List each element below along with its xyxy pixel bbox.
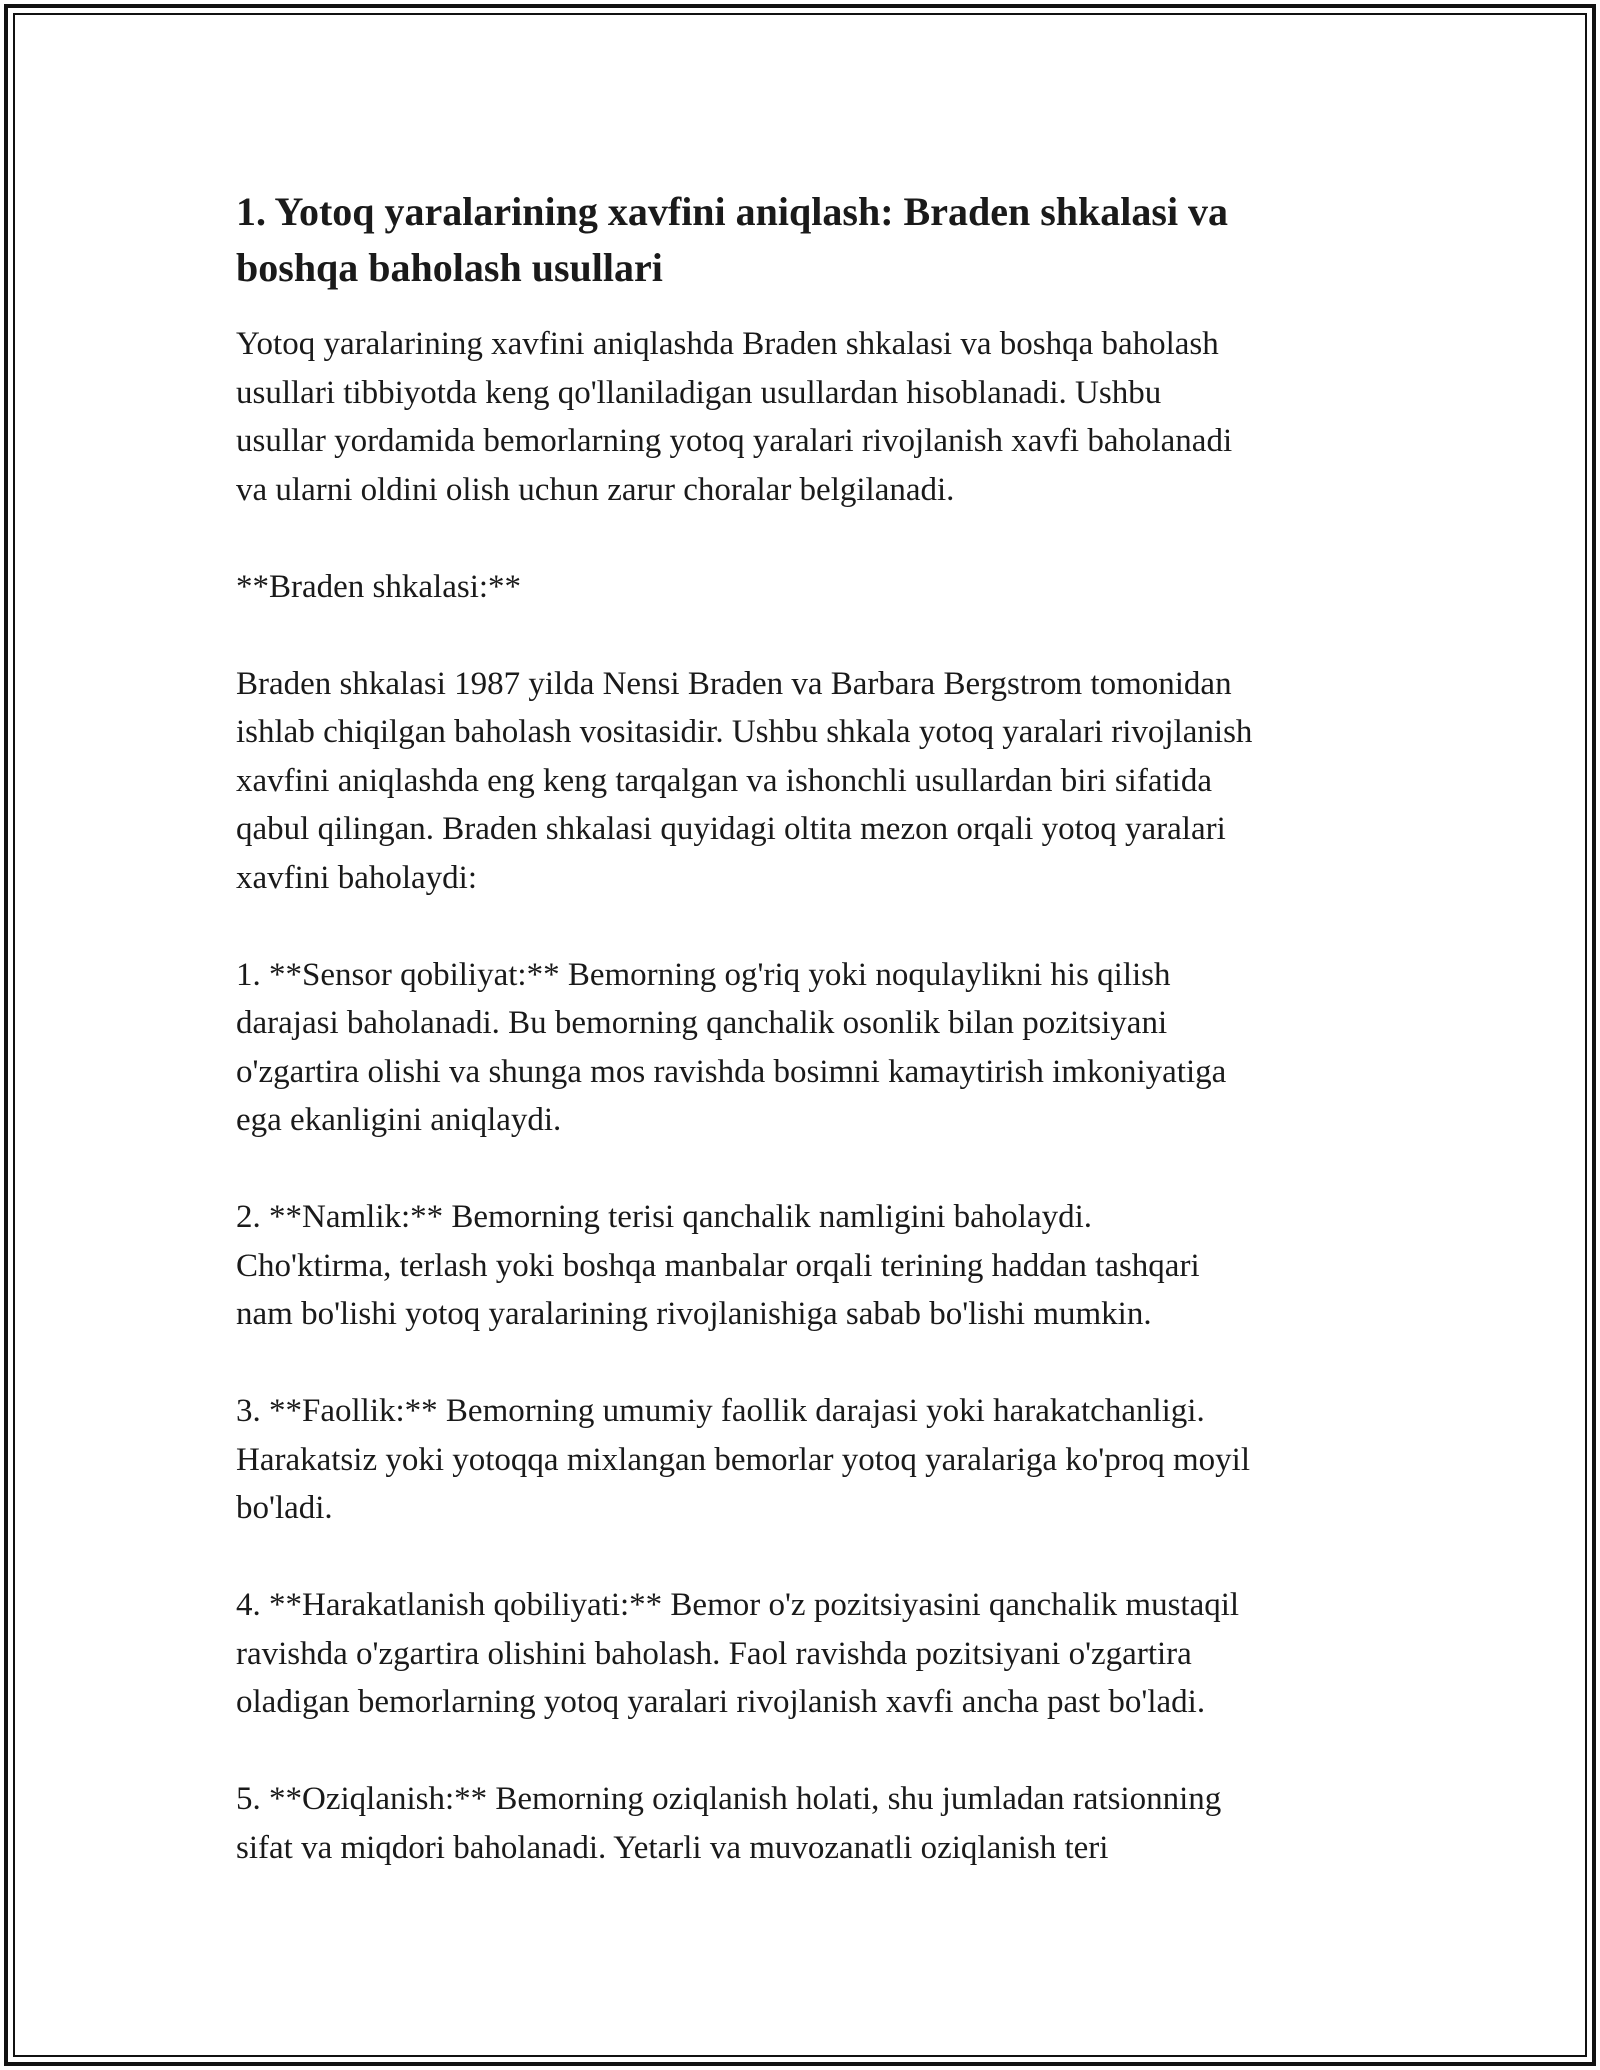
text-line: nam bo'lishi yotoq yaralarining rivojlanishiga sabab bo'lishi mumkin. — [236, 1296, 1152, 1332]
text-line: sifat va miqdori baholanadi. Yetarli va muvozanatli oziqlanish teri — [236, 1829, 1109, 1866]
text-line: Cho'ktirma, terlash yoki boshqa manbalar orqali terining haddan tashqari — [236, 1247, 1200, 1284]
text-line: ravishda o'zgartira olishini baholash. Faol ravishda pozitsiyani o'zgartira — [236, 1635, 1192, 1672]
braden-intro-paragraph — [236, 660, 1386, 903]
criterion-item-activity — [236, 1387, 1386, 1533]
text-line: darajasi baholanadi. Bu bemorning qanchalik osonlik bilan pozitsiyani — [236, 1005, 1168, 1041]
text-line: Yotoq yaralarining xavfini aniqlashda Braden shkalasi va boshqa baholash — [236, 326, 1219, 362]
heading-line-2: boshqa baholash usullari — [236, 245, 663, 290]
text-line: 4. **Harakatlanish qobiliyati:** Bemor o'z pozitsiyasini qanchalik mustaqil — [236, 1587, 1240, 1623]
text-line: **Braden shkalasi:** — [236, 568, 522, 605]
criterion-item-sensor — [236, 951, 1386, 1145]
criterion-item-moisture — [236, 1193, 1386, 1339]
text-line: xavfini baholaydi: — [236, 859, 478, 896]
text-line: oladigan bemorlarning yotoq yaralari rivojlanish xavfi ancha past bo'ladi. — [236, 1684, 1206, 1720]
text-line: ega ekanligini aniqlaydi. — [236, 1102, 562, 1138]
text-line: Harakatsiz yoki yotoqqa mixlangan bemorlar yotoq yaralariga ko'proq moyil — [236, 1441, 1250, 1478]
document-heading — [236, 184, 1386, 296]
text-line: va ularni oldini olish uchun zarur choralar belgilanadi. — [236, 471, 955, 508]
text-line: Braden shkalasi 1987 yilda Nensi Braden va Barbara Bergstrom tomonidan — [236, 665, 1232, 702]
text-line: xavfini aniqlashda eng keng tarqalgan va ishonchli usullardan biri sifatida — [236, 762, 1212, 799]
text-line: usullari tibbiyotda keng qo'llaniladigan usullardan hisoblanadi. Ushbu — [236, 374, 1162, 411]
criterion-item-mobility — [236, 1581, 1386, 1727]
text-line: 2. **Namlik:** Bemorning terisi qanchalik namligini baholaydi. — [236, 1199, 1093, 1235]
text-line: qabul qilingan. Braden shkalasi quyidagi oltita mezon orqali yotoq yaralari — [236, 811, 1226, 847]
text-line: o'zgartira olishi va shunga mos ravishda bosimni kamaytirish imkoniyatiga — [236, 1053, 1227, 1090]
text-line: bo'ladi. — [236, 1490, 333, 1526]
heading-line-1: 1. Yotoq yaralarining xavfini aniqlash: Braden shkalasi va — [236, 189, 1229, 234]
text-line: usullar yordamida bemorlarning yotoq yaralari rivojlanish xavfi baholanadi — [236, 423, 1233, 459]
text-line: ishlab chiqilgan baholash vositasidir. Ushbu shkala yotoq yaralari rivojlanish — [236, 714, 1253, 750]
intro-paragraph — [236, 320, 1386, 514]
text-line: 1. **Sensor qobiliyat:** Bemorning og'riq yoki noqulaylikni his qilish — [236, 956, 1171, 993]
text-line: 3. **Faollik:** Bemorning umumiy faollik darajasi yoki harakatchanligi. — [236, 1393, 1205, 1429]
text-line: 5. **Oziqlanish:** Bemorning oziqlanish holati, shu jumladan ratsionning — [236, 1781, 1222, 1817]
criterion-item-nutrition — [236, 1775, 1386, 1872]
braden-subheading — [236, 563, 1386, 612]
document-body — [236, 184, 1386, 1872]
